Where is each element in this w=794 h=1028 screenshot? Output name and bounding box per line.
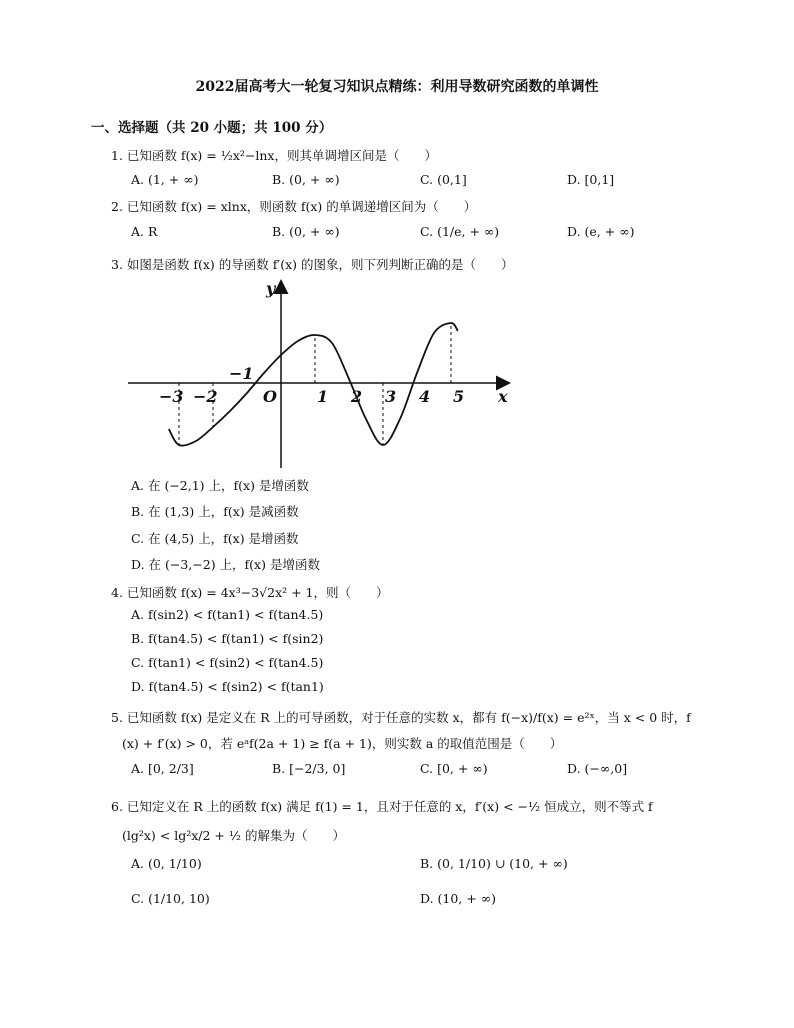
q4-option-c[interactable]: C. f(tan1) < f(sin2) < f(tan4.5) <box>131 655 324 670</box>
q3-option-c[interactable]: C. 在 (4,5) 上，f(x) 是增函数 <box>131 531 299 546</box>
y-tick-neg1: −1 <box>229 364 254 383</box>
q1-option-c[interactable]: C. (0,1] <box>420 172 467 187</box>
question-1-stem: 1. 已知函数 f(x) = ½x²−lnx，则其单调增区间是（ ） <box>111 148 437 163</box>
q2-option-d[interactable]: D. (e, + ∞) <box>567 224 635 239</box>
page-title: 2022届高考大一轮复习知识点精练：利用导数研究函数的单调性 <box>195 79 599 95</box>
q6-option-b[interactable]: B. (0, 1/10) ∪ (10, + ∞) <box>420 856 568 871</box>
q6-option-a[interactable]: A. (0, 1/10) <box>131 856 202 871</box>
x-tick-labels <box>159 387 464 406</box>
question-2-stem: 2. 已知函数 f(x) = xlnx，则函数 f(x) 的单调递增区间为（ ） <box>111 199 477 214</box>
question-5-stem-line1: 5. 已知函数 f(x) 是定义在 R 上的可导函数，对于任意的实数 x，都有 f(−x)/f(x) = e²ˣ，当 x < 0 时，f <box>111 710 691 725</box>
q5-option-c[interactable]: C. [0, + ∞) <box>420 761 488 776</box>
x-tick-label: −2 <box>193 387 218 406</box>
x-tick-label: 4 <box>419 387 431 406</box>
q1-option-d[interactable]: D. [0,1] <box>567 172 615 187</box>
q6-option-c[interactable]: C. (1/10, 10) <box>131 891 210 906</box>
question-5-stem-line2: (x) + f′(x) > 0，若 eᵃf(2a + 1) ≥ f(a + 1)，则实数 a 的取值范围是（ ） <box>122 736 563 751</box>
q3-option-b[interactable]: B. 在 (1,3) 上，f(x) 是减函数 <box>131 504 299 519</box>
origin-label: O <box>263 387 277 406</box>
q2-option-b[interactable]: B. (0, + ∞) <box>272 224 340 239</box>
guide-lines <box>179 323 451 445</box>
derivative-graph <box>120 276 520 472</box>
q1-option-b[interactable]: B. (0, + ∞) <box>272 172 340 187</box>
q5-option-b[interactable]: B. [−2/3, 0] <box>272 761 346 776</box>
section-heading: 一、选择题（共 20 小题；共 100 分） <box>91 120 333 136</box>
question-6-stem-line1: 6. 已知定义在 R 上的函数 f(x) 满足 f(1) = 1，且对于任意的 x，f′(x) < −½ 恒成立，则不等式 f <box>111 799 653 814</box>
y-axis-label: y <box>266 279 276 298</box>
q3-option-d[interactable]: D. 在 (−3,−2) 上，f(x) 是增函数 <box>131 557 320 572</box>
x-tick-label: −3 <box>159 387 184 406</box>
q2-option-a[interactable]: A. R <box>131 224 158 239</box>
q5-option-d[interactable]: D. (−∞,0] <box>567 761 628 776</box>
q1-option-a[interactable]: A. (1, + ∞) <box>131 172 199 187</box>
x-tick-label: 3 <box>385 387 397 406</box>
derivative-curve <box>169 323 458 446</box>
q4-option-b[interactable]: B. f(tan4.5) < f(tan1) < f(sin2) <box>131 631 324 646</box>
q4-option-a[interactable]: A. f(sin2) < f(tan1) < f(tan4.5) <box>131 607 324 622</box>
q6-option-d[interactable]: D. (10, + ∞) <box>420 891 496 906</box>
q5-option-a[interactable]: A. [0, 2/3] <box>131 761 194 776</box>
question-6-stem-line2: (lg²x) < lg²x/2 + ½ 的解集为（ ） <box>122 828 345 843</box>
x-tick-label: 2 <box>351 387 363 406</box>
q4-option-d[interactable]: D. f(tan4.5) < f(sin2) < f(tan1) <box>131 679 324 694</box>
q3-option-a[interactable]: A. 在 (−2,1) 上，f(x) 是增函数 <box>131 478 309 493</box>
q2-option-c[interactable]: C. (1/e, + ∞) <box>420 224 500 239</box>
x-axis-label: x <box>498 387 508 406</box>
x-tick-label: 1 <box>317 387 329 406</box>
x-tick-label: 5 <box>453 387 465 406</box>
question-4-stem: 4. 已知函数 f(x) = 4x³−3√2x² + 1，则（ ） <box>111 585 389 600</box>
question-3-stem: 3. 如图是函数 f(x) 的导函数 f′(x) 的图象，则下列判断正确的是（ ） <box>111 257 514 272</box>
